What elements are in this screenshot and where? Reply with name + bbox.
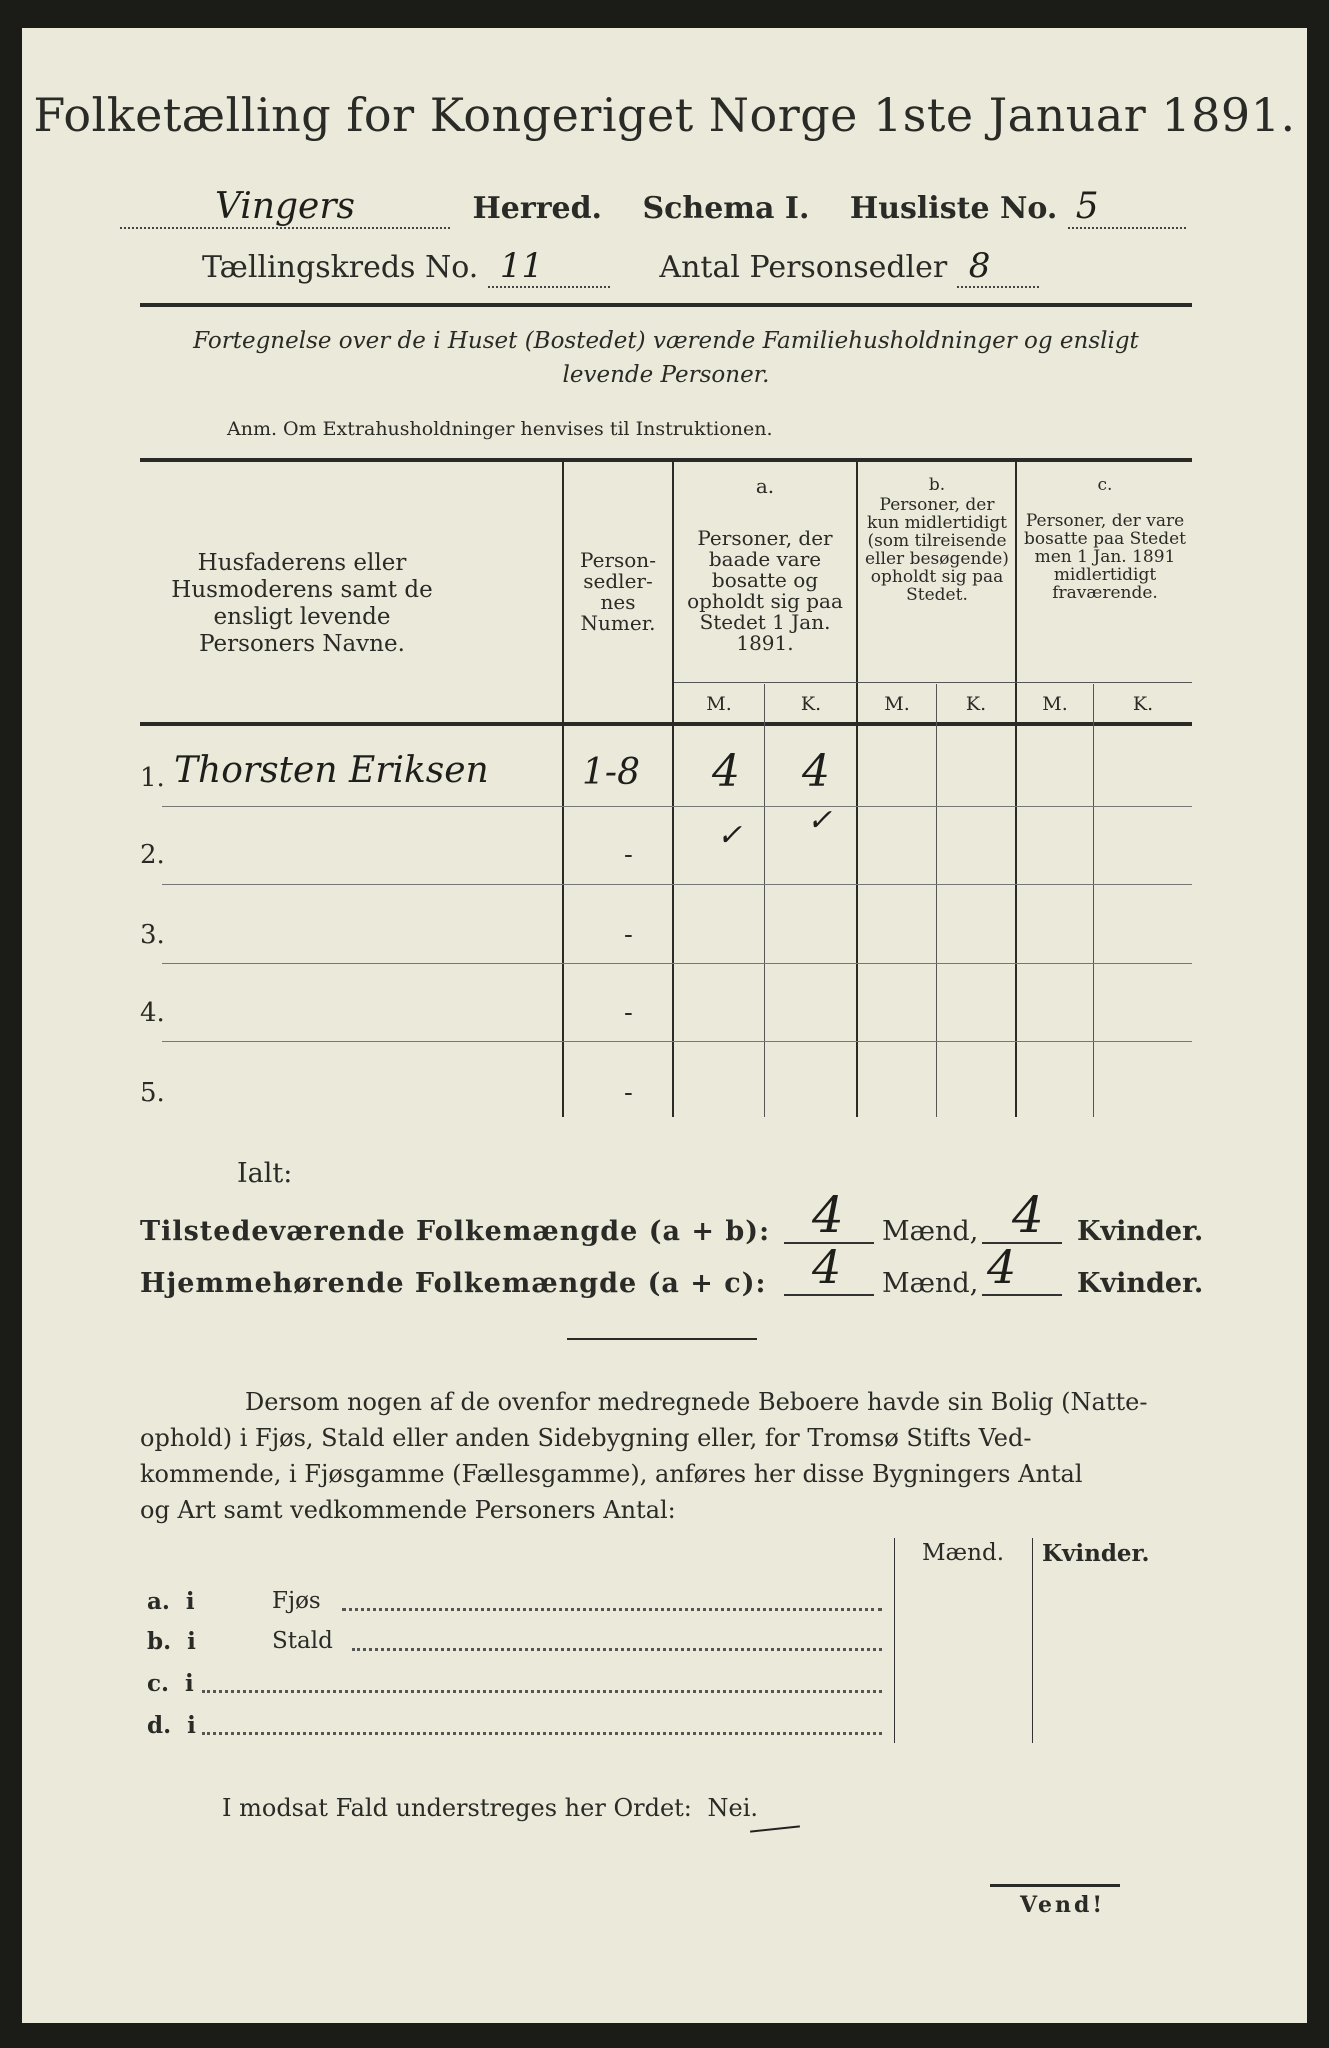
subtitle-line-2: levende Personer. [562,362,770,388]
schema-label: Schema I. [642,191,810,226]
col-divider [562,462,564,1117]
anm-note: Anm. Om Extrahusholdninger henvises til Instruktionen. [227,418,773,440]
paragraph-line: og Art samt vedkommende Personers Antal: [140,1496,676,1524]
count-a-m: 4 [712,746,740,797]
maend-label: Mænd, [882,1268,979,1299]
hjemmehorende-maend-value: 4 [812,1240,842,1294]
table-header-rule [140,722,1192,726]
header-b-k: K. [965,693,987,715]
col-divider [1015,462,1017,1117]
nei-word: Nei. [707,1794,759,1822]
building-row-letter: c. i [147,1670,194,1697]
header-a-letter: a. [755,474,775,498]
building-row-letter: a. i [147,1588,195,1615]
col-divider [764,684,765,1117]
row-number: 4. [140,998,165,1028]
header-c-k: K. [1132,693,1154,715]
modsat-label: I modsat Fald understreges her Ordet: [222,1794,692,1822]
ialt-label: Ialt: [237,1158,293,1189]
table-top-rule [140,458,1192,462]
header-c-column: Personer, der vare bosatte paa Stedet men 1 Jan. 1891 midlertidigt fraværende. [1024,511,1186,603]
header-row-herred [120,186,1220,229]
mk-rule [674,682,1192,683]
row-number: 3. [140,920,165,950]
row-number: 5. [140,1078,165,1108]
tilstedevaerende-kvinder-value: 4 [1012,1186,1044,1244]
vend-label: Vend! [1020,1892,1106,1918]
check-mark-a-m: ✓ [717,818,743,853]
instruction-paragraph [140,1384,1192,1528]
col-divider [1032,1538,1033,1743]
vend-rule [990,1884,1120,1887]
paragraph-line: Dersom nogen af de ovenfor medregnede Beboere havde sin Bolig (Natte- [245,1388,1148,1416]
header-a-k: K. [800,693,822,715]
dotted-line [342,1608,882,1611]
kreds-label: Tællingskreds No. [202,250,479,285]
tilstedevaerende-label: Tilstedeværende Folkemængde (a + b): [140,1216,771,1247]
header-row-kreds [202,246,1202,288]
sedler-number: 1-8 [582,752,640,793]
answer-line [982,1294,1062,1296]
header-a-column: Personer, der baade vare bosatte og opholdt sig paa Stedet 1 Jan. 1891. [687,526,843,655]
person-name: Thorsten Eriksen [174,750,489,791]
census-form-sheet [22,28,1307,2023]
buildings-kvinder-header: Kvinder. [1042,1540,1150,1567]
col-divider [1093,684,1094,1117]
col-divider [936,684,937,1117]
check-mark-a-k: ✓ [807,803,833,838]
buildings-maend-header: Mænd. [922,1540,1005,1566]
dotted-line [202,1732,882,1735]
section-divider [567,1338,757,1340]
herred-label: Herred. [472,191,603,226]
building-row-name: Stald [272,1628,333,1654]
count-a-k: 4 [802,746,830,797]
hjemmehorende-kvinder-value: 4 [987,1240,1017,1294]
antal-value: 8 [957,246,1039,288]
dotted-line [202,1690,882,1693]
col-divider [856,462,858,1117]
herred-value: Vingers [120,186,450,229]
sedler-number: - [624,840,633,870]
header-c-letter: c. [1097,475,1113,495]
header-b-letter: b. [928,475,946,495]
subtitle-line-1: Fortegnelse over de i Huset (Bostedet) værende Familiehusholdninger og ensligt [193,328,1139,354]
modsat-text [222,1794,758,1822]
building-row-letter: d. i [147,1712,196,1739]
kvinder-label: Kvinder. [1077,1216,1204,1247]
building-row-letter: b. i [147,1628,196,1655]
sedler-number: - [624,920,633,950]
sedler-number: - [624,1078,633,1108]
header-name-column: Husfaderens eller Husmoderens samt de ensligt levende Personers Navne. [171,550,433,657]
col-divider [894,1538,895,1743]
tilstedevaerende-maend-value: 4 [812,1186,844,1244]
row-rule [162,806,1192,807]
building-row-name: Fjøs [272,1588,321,1614]
row-number: 2. [140,840,165,870]
husliste-value: 5 [1068,186,1186,229]
row-rule [162,1041,1192,1042]
sedler-number: - [624,998,633,1028]
row-rule [162,884,1192,885]
header-num-column: Person-sedler-nes Numer. [580,548,656,635]
paragraph-line: ophold) i Fjøs, Stald eller anden Sidebygning eller, for Tromsø Stifts Ved- [140,1424,1032,1452]
antal-label: Antal Personsedler [659,250,948,285]
maend-label: Mænd, [882,1216,979,1247]
answer-line [784,1294,874,1296]
row-number: 1. [140,763,165,793]
form-title: Folketælling for Kongeriget Norge 1ste Januar 1891. [33,88,1296,142]
header-b-column: Personer, der kun midlertidigt (som tilreisende eller besøgende) opholdt sig paa Stedet. [865,495,1009,605]
header-b-m: M. [884,693,910,715]
header-c-m: M. [1042,693,1068,715]
husliste-label: Husliste No. [849,191,1058,226]
header-divider [140,303,1192,307]
hjemmehorende-label: Hjemmehørende Folkemængde (a + c): [140,1268,767,1299]
header-a-m: M. [706,693,732,715]
subtitle [140,324,1192,392]
nei-underline [750,1825,800,1832]
kvinder-label: Kvinder. [1077,1268,1204,1299]
dotted-line [352,1648,882,1651]
col-divider [672,462,674,1117]
row-rule [162,963,1192,964]
kreds-value: 11 [488,246,610,288]
paragraph-line: kommende, i Fjøsgamme (Fællesgamme), anføres her disse Bygningers Antal [140,1460,1083,1488]
